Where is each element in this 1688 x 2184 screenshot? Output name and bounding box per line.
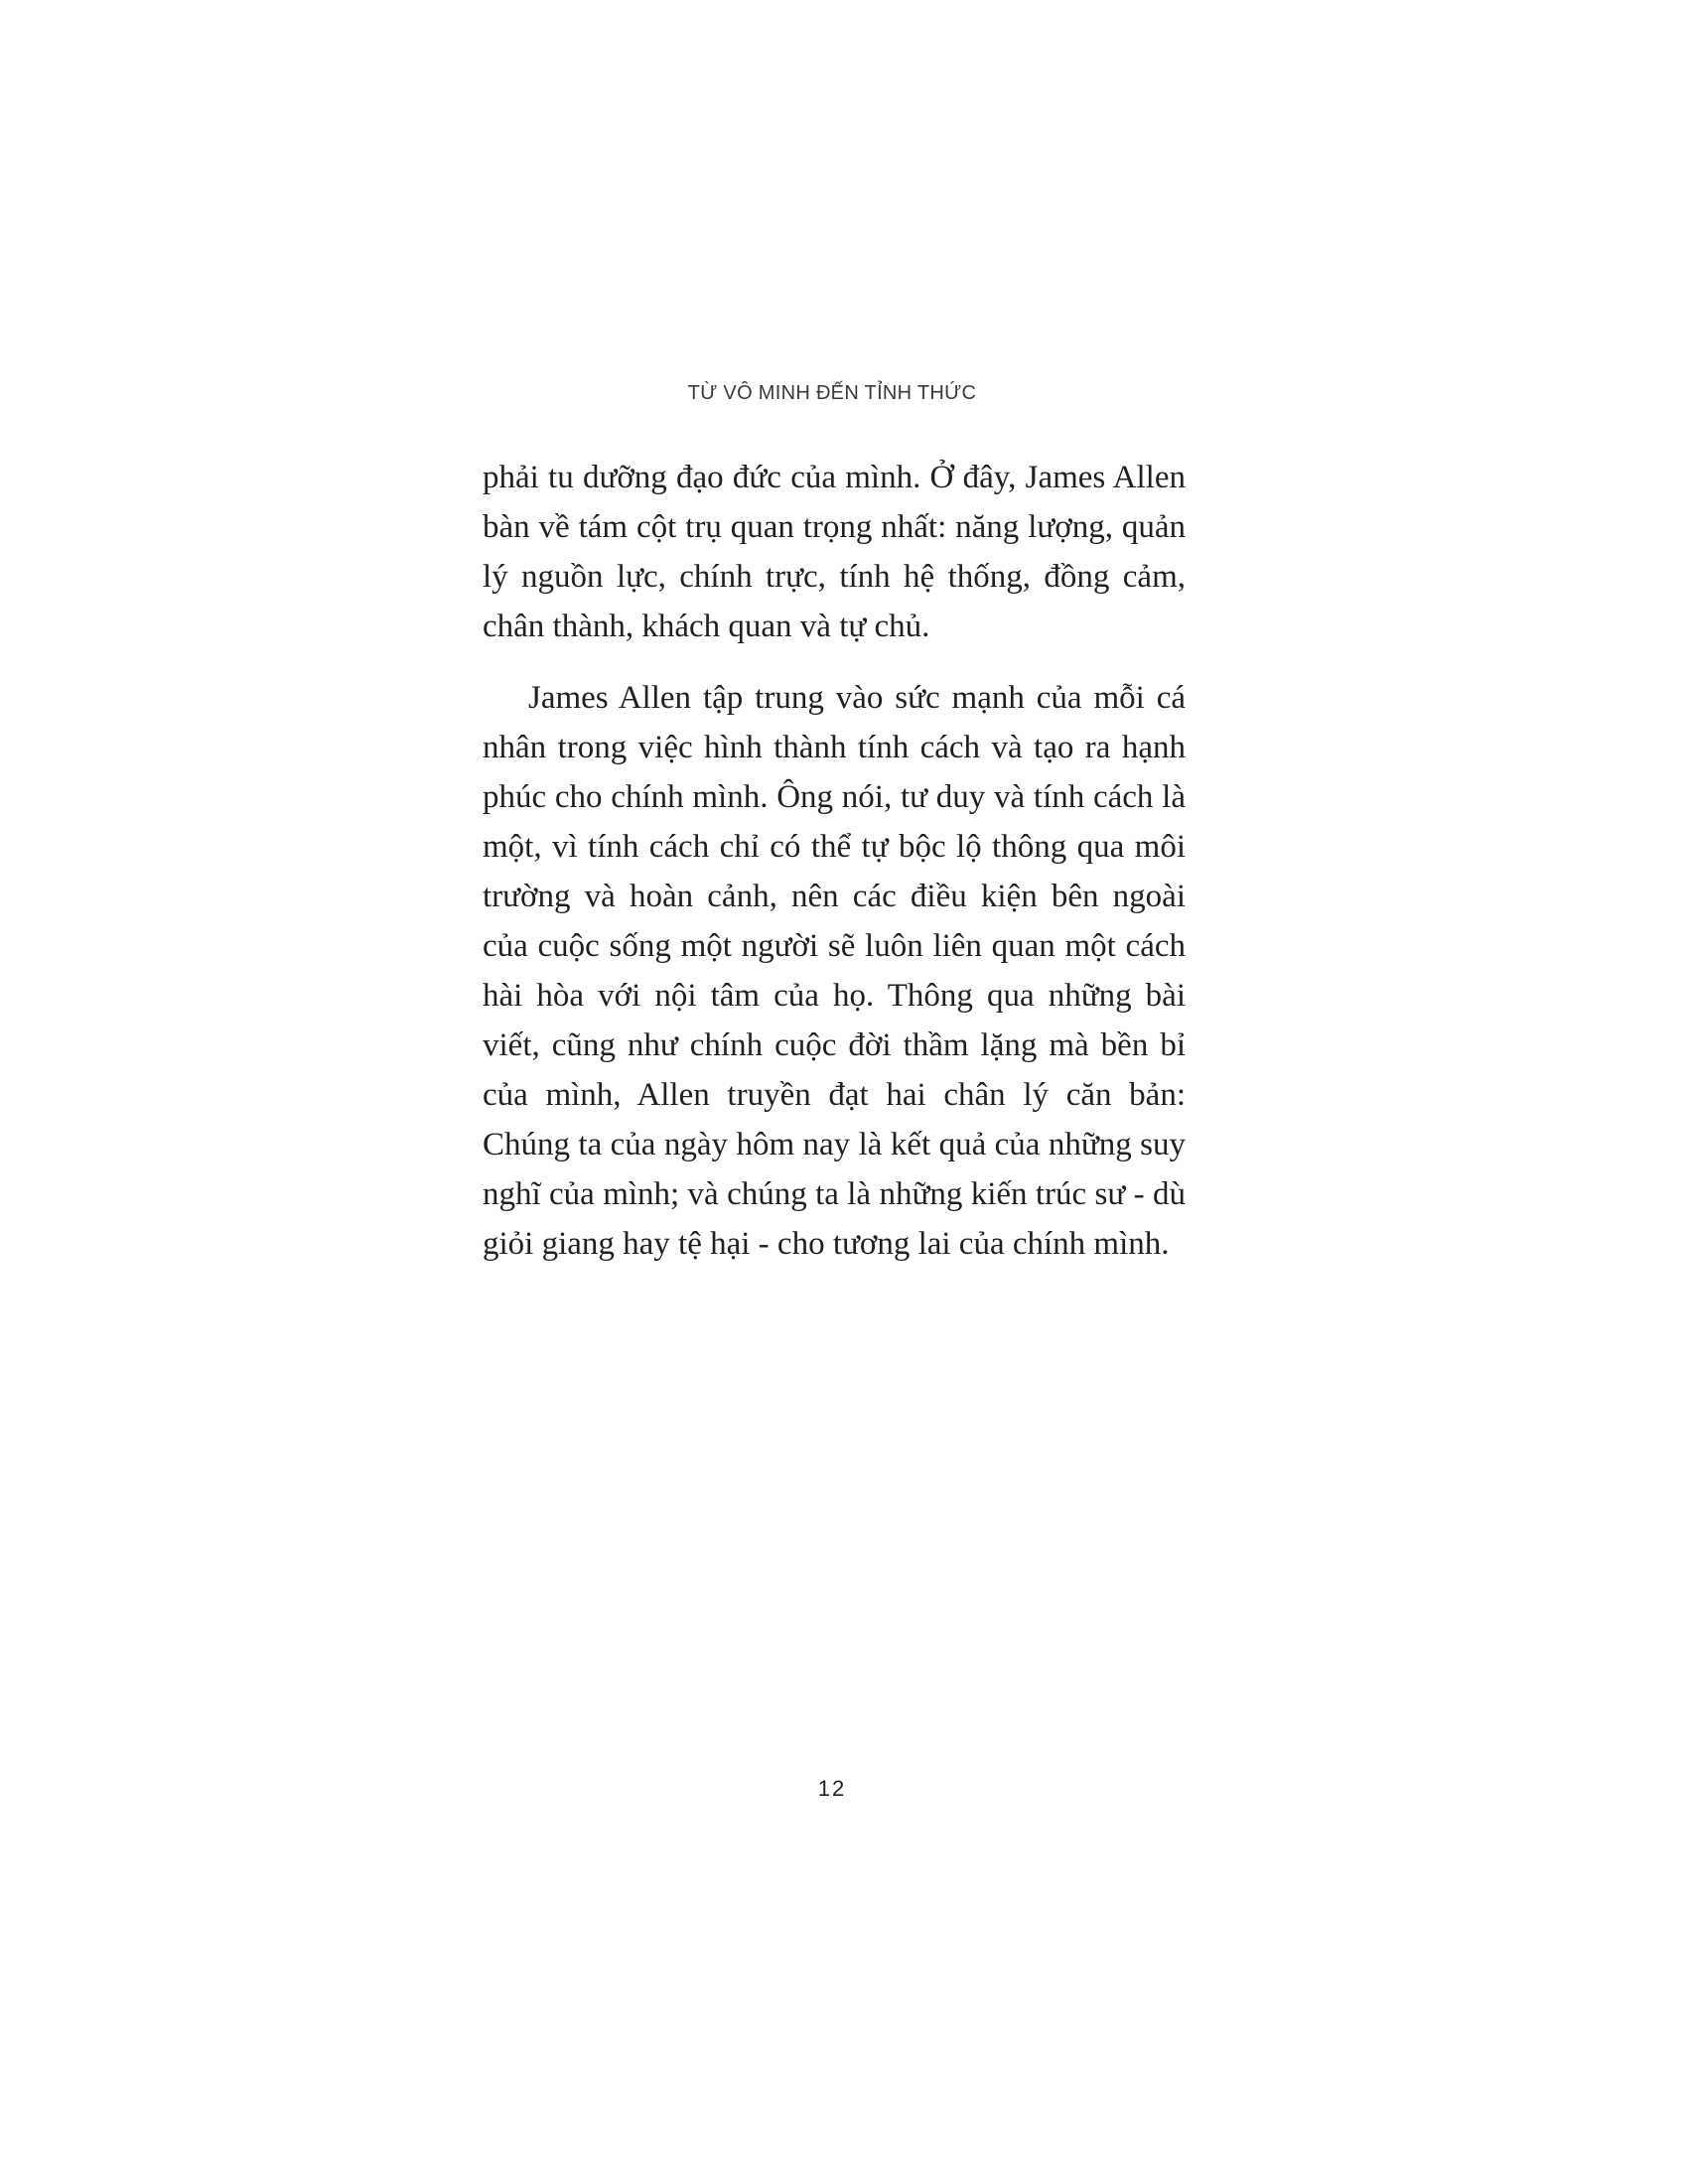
page-number: 12 (817, 1776, 847, 1801)
running-header: TỪ VÔ MINH ĐẾN TỈNH THỨC (687, 382, 977, 404)
body-text (483, 453, 1186, 1269)
paragraph: phải tu dưỡng đạo đức của mình. Ở đây, James Allen bàn về tám cột trụ quan trọng nhất: năng lượng, quản lý nguồn lực, chính trực, tính hệ thống, đồng cảm, chân thành, khách quan và tự chủ. (483, 460, 1186, 644)
paragraph: James Allen tập trung vào sức mạnh của mỗi cá nhân trong việc hình thành tính cách và tạo ra hạnh phúc cho chính mình. Ông nói, tư duy và tính cách là một, vì tính cách chỉ có thể tự bộc lộ thông qua môi trường và hoàn cảnh, nên các điều kiện bên ngoài của cuộc sống một người sẽ luôn liên quan một cách hài hòa với nội tâm của họ. Thông qua những bài viết, cũng như chính cuộc đời thầm lặng mà bền bỉ của mình, Allen truyền đạt hai chân lý căn bản: Chúng ta của ngày hôm nay là kết quả của những suy nghĩ của mình; và chúng ta là những kiến trúc sư - dù giỏi giang hay tệ hại - cho tương lai của chính mình. (483, 680, 1186, 1262)
